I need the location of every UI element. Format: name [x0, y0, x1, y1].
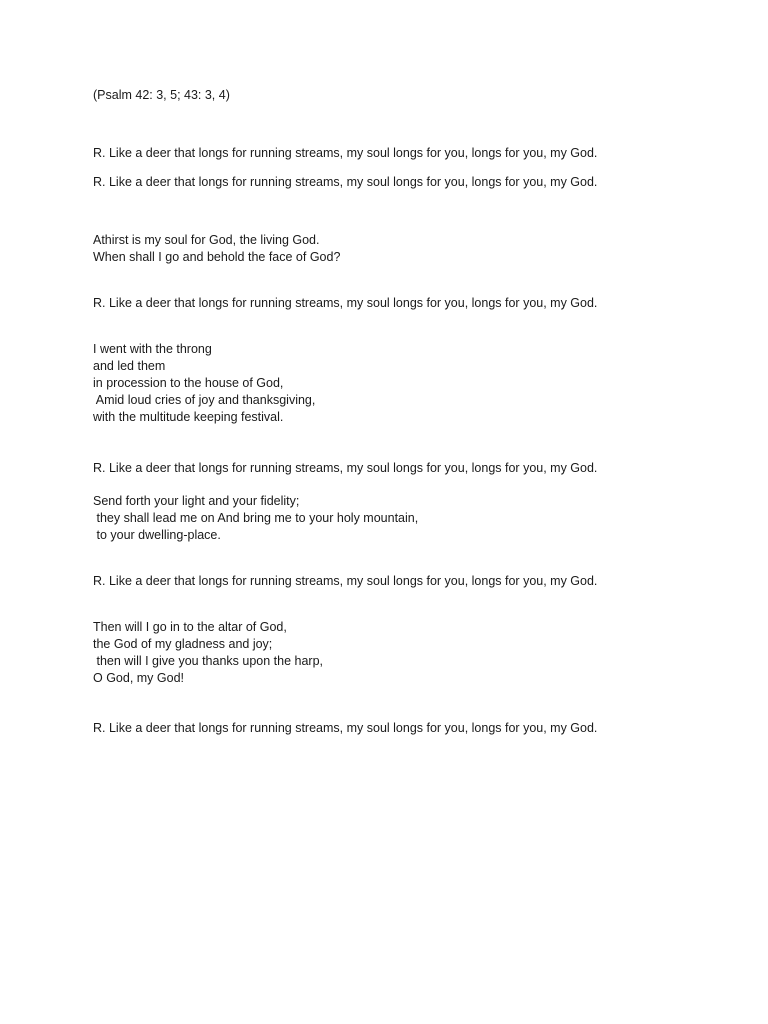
response-line: R. Like a deer that longs for running streams, my soul longs for you, longs for you, my God.	[93, 721, 598, 735]
verse-line: Athirst is my soul for God, the living God.	[93, 233, 320, 247]
verse-stanza	[93, 232, 340, 266]
verse-line: O God, my God!	[93, 671, 185, 685]
response-line: R. Like a deer that longs for running streams, my soul longs for you, longs for you, my God.	[93, 175, 598, 189]
verse-line: then will I give you thanks upon the harp,	[93, 654, 324, 668]
verse-line: Then will I go in to the altar of God,	[93, 620, 287, 634]
verse-line: they shall lead me on And bring me to your holy mountain,	[93, 511, 419, 525]
verse-line: Send forth your light and your fidelity;	[93, 494, 300, 508]
verse-line: in procession to the house of God,	[93, 376, 284, 390]
response-line: R. Like a deer that longs for running streams, my soul longs for you, longs for you, my God.	[93, 296, 598, 310]
verse-line: and led them	[93, 359, 166, 373]
verse-line: with the multitude keeping festival.	[93, 410, 284, 424]
verse-line: Amid loud cries of joy and thanksgiving,	[93, 393, 316, 407]
response-line: R. Like a deer that longs for running streams, my soul longs for you, longs for you, my God.	[93, 461, 598, 475]
psalm-reference: (Psalm 42: 3, 5; 43: 3, 4)	[93, 88, 230, 102]
verse-line: to your dwelling-place.	[93, 528, 221, 542]
verse-stanza	[93, 619, 323, 687]
verse-line: I went with the throng	[93, 342, 212, 356]
response-line: R. Like a deer that longs for running streams, my soul longs for you, longs for you, my God.	[93, 146, 598, 160]
verse-line: the God of my gladness and joy;	[93, 637, 273, 651]
response-line: R. Like a deer that longs for running streams, my soul longs for you, longs for you, my God.	[93, 574, 598, 588]
verse-stanza	[93, 493, 418, 544]
verse-line: When shall I go and behold the face of God?	[93, 250, 341, 264]
verse-stanza	[93, 341, 315, 426]
